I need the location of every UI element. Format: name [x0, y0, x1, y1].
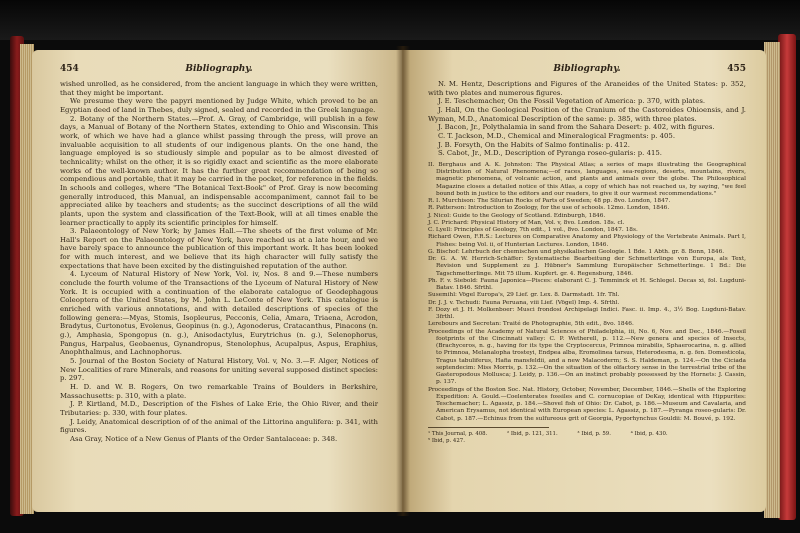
running-head: Bibliography. — [185, 64, 253, 74]
paragraph: C. T. Jackson, M.D., Chemical and Mineralogical Fragments: p. 405. — [438, 131, 676, 140]
bibliography-entry: Dr. J. J. v. Tschudi: Fauna Peruana, viii Lief. (Vögel) Imp. 4. Sfrthl. — [428, 299, 620, 306]
paragraph: H. D. and W. B. Rogers, On two remarkable Trains of Boulders in Berkshire, Massachusetts: p. 310, with a plate. — [60, 382, 378, 400]
page-number: 455 — [727, 64, 746, 74]
paragraph: J. B. Forsyth, On the Habits of Salmo fontinalis: p. 412. — [438, 140, 630, 149]
bibliography-entry: Proceedings of the Boston Soc. Nat. History, October, November, December, 1846.—Shells of the Exploring Expedition: A. Gould.—Coelenterates fossiles and C. cornucopiae of DeKay, identical with Hippurites: Teschemacher; L. Agassiz, p. 184.—Shovel fish of Ohio: Dr. Cabot, p. 186.—Museum and Cavalaria, and American Erysamus, not identical with European species: L. Agassiz, p. 187.—Pyranga roseo-gularis: Dr. Cabot, p. 187.—Echinus from the sulfureous grit of Georgia, Pygorhynchus Gouldii: M. Bouvé, p. 192. — [428, 386, 746, 422]
footnote: ³ Ibid, p. 59. — [577, 430, 611, 437]
right-page — [402, 50, 766, 512]
dark-background — [0, 0, 800, 40]
bibliography-list — [428, 162, 746, 423]
paragraph: 5. Journal of the Boston Society of Natural History, Vol. v, No. 3.—F. Alger, Notices of New Localities of rare Minerals, and reasons for uniting several supposed distinct species: p. 297. — [60, 357, 378, 383]
bibliography-entry: Proceedings of the Academy of Natural Sciences of Philadelphia, iii, No. 6, Nov. and Dec., 1846.—Fossil footprints of the Cincinnati valley: C. P. Wetherell, p. 112.—New genera and species of Insects, (Brachyceros, n. g., having for its type the Cryptocercus, Primnoa mirabilis, Sphaerocarina, n. g. allied to Primnoa, Melanalopha trosteyi, Endpea alba, Eromolinea tarsus, Heterodesma, n. g. fen. Domesticola, Tragus tabuliferus, Hafia mansfeldii, and a new Malacoderm; S. S. Haldeman, p. 124.—On the Ciciada septendecim: Miss Morris, p. 132.—On the situation of the olfactory sense in the terrestrial tribe of the Gasteropodous Mollusca; J. Leidy, p. 136.—On an instinct probably possessed by the Hornets: J. Cassin, p. 137. — [428, 328, 746, 386]
bibliography-entry: II. Berghaus and A. K. Johnston: The Physical Atlas; a series of maps illustrating the Geographical Distribution of Natural Phenomena;—of races, languages, sea-regions, deserts, mountains, rivers, magnetic phenomena, of volcanic action, and plants and animals over the globe. The Philosophical Magazine closes a detailed notice of this Atlas, a copy of which has not reached us, by saying, "we feel bound both in justice to the editors and our readers, to give it our warmest recommendations." — [428, 161, 746, 197]
bibliography-entry: R. I. Murchison: The Silurian Rocks of Parts of Sweden; 48 pp. 8vo. London, 1847. — [428, 198, 671, 205]
bibliography-entry: F. Dozy et J. H. Molkenboer: Musci frondosi Archipelagi Indici. Fasc. ii. Imp. 4., 3½ Bog. Lugduni-Batav. 3frthl. — [428, 306, 746, 321]
left-page — [32, 50, 402, 512]
paragraph: S. Cabot, Jr., M.D., Description of Pyranga roseo-gularis: p. 415. — [438, 149, 662, 158]
footnote-rule — [428, 427, 549, 428]
footnote: ¹ This Journal, p. 408. — [428, 430, 488, 437]
left-page-body — [60, 80, 378, 444]
running-head: Bibliography. — [553, 64, 621, 74]
paragraph: N. M. Hentz, Descriptions and Figures of the Araneides of the United States: p. 352, with two plates and numerous figures. — [428, 80, 746, 97]
right-page-block — [764, 42, 780, 518]
paragraph: Asa Gray, Notice of a New Genus of Plants of the Order Santalaceae: p. 348. — [70, 434, 338, 443]
paragraph: 2. Botany of the Northern States.—Prof. A. Gray, of Cambridge, will publish in a few days, a Manual of Botany of the Northern States, extending to Ohio and Wisconsin. This work, of which we have had a glance whilst passing through the press, will prove an invaluable acquisition to all students of our indigenous plants. On the one hand, the language employed is so studiously simple and popular as to be almost divested of technicality; whilst on the other, it is so rigidly exact and scientific as the more elaborate works of the well-known author. It has the further great recommendation of being so compendious and portable, that it may be carried in the pocket, for reference in the fields. In schools and colleges, where "The Botanical Text-Book" of Prof. Gray is now becoming generally introduced, this Manual, an indispensable accompaniment, cannot fail to be appreciated alike by teachers and students; as the succinct descriptions of all the wild plants, upon the system and classification of the Text-Book, will at all times enable the learner practically to apply its scientific principles for himself. — [60, 114, 378, 227]
paragraph: J. E. Teschemacher, On the Fossil Vegetation of America: p. 370, with plates. — [438, 97, 706, 106]
footnote: ⁴ Ibid, p. 430. — [630, 430, 668, 437]
paragraph: We presume they were the papyri mentioned by Judge White, which proved to be an Egyptian deed of land in Thebes, duly signed, sealed and recorded in the Greek language. — [60, 97, 378, 114]
paragraph: J. P. Kirtland, M.D., Description of the Fishes of Lake Erie, the Ohio River, and their Tributaries: p. 330, with four plates. — [60, 400, 378, 417]
bibliography-entry: C. Lyell: Principles of Geology, 7th edit., 1 vol., 8vo. London, 1847. 18s. — [428, 227, 638, 234]
book-gutter — [396, 46, 410, 516]
bibliography-entry: G. Bischof: Lehrbuch der chemischen und physikalischen Geologie. 1 Bde. 1 Abth. gr. 8. Bonn, 1846. — [428, 248, 725, 255]
paragraph: J. Bacon, Jr., Polythalamia in sand from the Sahara Desert: p. 402, with figures. — [438, 123, 715, 132]
footnote: ⁵ Ibid, p. 427. — [428, 437, 465, 444]
paragraph: wished unrolled, as he considered, from the ancient language in which they were written, that they might be important. — [60, 80, 378, 97]
paragraph: 4. Lyceum of Natural History of New York, Vol. iv, Nos. 8 and 9.—These numbers conclude the fourth volume of the Transactions of the Lyceum of Natural History of New York. It is occupied with a continuation of the elaborate catalogue of Geodephagous Coleoptera of the United States, by M. John L. LeConte of New York. This catalogue is enriched with various annotations, and with detailed descriptions of species of the following genera:—Myas, Stomis, Isopleurus, Pecconis, Celia, Amara, Triaena, Acrodon, Bradytus, Curtonotus, Evolenus, Geopinus (n. g.), Agonoderus, Cratacanthus, Pinacons (n. g.), Amphasia, Spongopus (n. g.), Anisodactylus, Eurytrichus (n. g.), Selenophorus, Pangus, Harpalus, Geobaenus, Gynandropus, Stenolophus, Acupalpus, Aspus, Eraphius, Anophthalmus, and Lachnophorus. — [60, 270, 378, 357]
right-page-header — [428, 64, 746, 80]
bibliography-entry: Richard Owen, F.R.S.: Lectures on Comparative Anatomy and Physiology of the Vertebrate Animals. Part I, Fishes: being Vol. ii, of Hunterian Lectures. London, 1846. — [428, 234, 746, 248]
bibliography-entry: J. C. Prichard: Physical History of Man, Vol. v, 8vo. London. 18s. cl. — [428, 219, 625, 226]
paragraph: 3. Palaeontology of New York; by James Hall.—The sheets of the first volume of Mr. Hall's Report on the Palaeontology of New York, have reached us at a late hour, and we have barely space to announce the publication of this important work. It has been looked for with much interest, and we believe that its high character will fully satisfy the expectations that have been excited by the distinguished reputation of the author. — [60, 227, 378, 270]
footnotes — [428, 431, 746, 445]
left-page-header — [60, 64, 378, 80]
right-cover-edge — [778, 34, 796, 520]
page-number: 454 — [60, 64, 79, 74]
bibliography-entry: Dr. G. A. W. Herrich-Schäffer: Systematische Bearbeitung der Schmetterlinge von Europa, als Text, Revision und Supplement zu J. Hübner's Sammlung Europäischer Schmetterlinge. 1 Bd.: Die Tagschmetterlinge. Mit 75 illum. Kupfert. gr. 4. Regensburg, 1846. — [428, 256, 746, 277]
paragraph: J. Leidy, Anatomical description of of the animal of the Littorina angulifera: p. 341, with figures. — [60, 417, 378, 435]
footnote: ² Ibid, p. 121, 311. — [507, 430, 558, 437]
bibliography-entry: Ph. F. v. Siebold: Fauna Japonica—Pisces: elaborant C. J. Temminck et H. Schlegel. Decas xi, fol. Lugduni-Batav. 1846. Sfrthl. — [428, 277, 746, 292]
paragraph: J. Hall, On the Geological Position of the Cranium of the Castoroides Ohioensis, and J. Wyman, M.D., Anatomical Description of the same: p. 385, with three plates. — [428, 105, 746, 123]
bibliography-entry: Lerebours and Secretan: Traité de Photographie, 5th edit., 8vo. 1846. — [428, 321, 634, 328]
bibliography-entry: Susemihl: Vögel Europa's, 29 Lief. gr. Lex. 8. Darmstadt. 1fr. Thl. — [428, 292, 620, 299]
bibliography-entry: R. Patterson: Introduction to Zoology, for the use of schools. 12mo. London, 1846. — [428, 205, 670, 212]
bibliography-entry: J. Nicol: Guide to the Geology of Scotland. Edinburgh, 1846. — [428, 212, 606, 219]
right-page-body — [428, 80, 746, 158]
